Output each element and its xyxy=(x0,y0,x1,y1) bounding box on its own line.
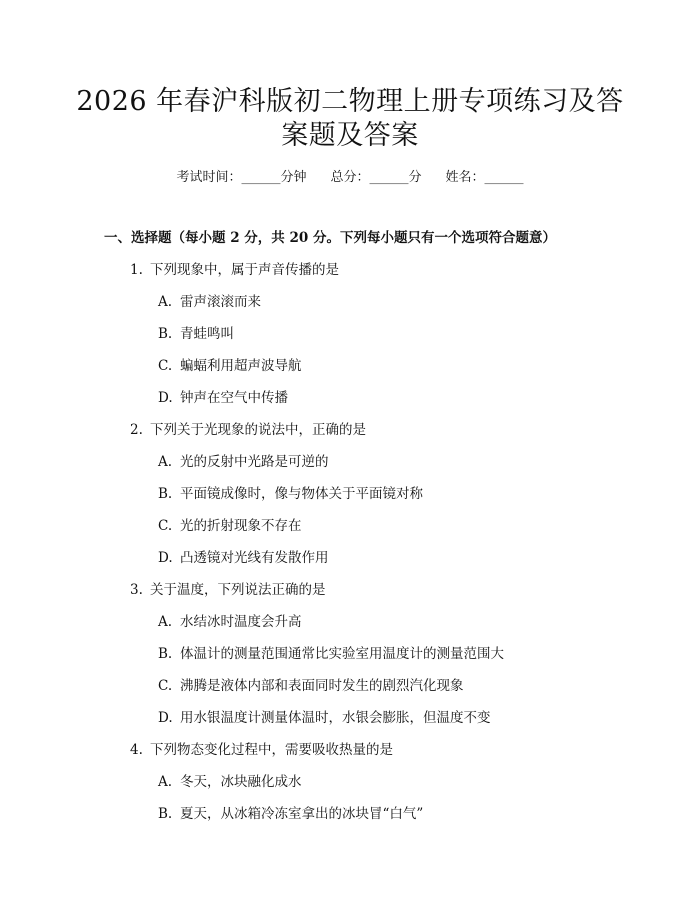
option-text: 雷声滚滚而来 xyxy=(180,294,261,310)
section-heading: 一、选择题（每小题 2 分，共 20 分。下列每小题只有一个选项符合题意） xyxy=(104,230,556,246)
question-2-option-a xyxy=(158,452,329,472)
option-letter: B. xyxy=(158,806,173,822)
option-text: 用水银温度计测量体温时，水银会膨胀，但温度不变 xyxy=(180,710,491,726)
question-text: 下列关于光现象的说法中，正确的是 xyxy=(150,422,366,438)
question-3-option-d xyxy=(158,708,491,728)
option-text: 钟声在空气中传播 xyxy=(180,390,288,406)
option-letter: C. xyxy=(158,518,173,534)
option-letter: B. xyxy=(158,326,173,342)
option-letter: D. xyxy=(158,710,173,726)
option-letter: B. xyxy=(158,486,173,502)
option-text: 夏天，从冰箱冷冻室拿出的冰块冒“白气” xyxy=(180,806,424,822)
option-letter: A. xyxy=(158,294,173,310)
question-1 xyxy=(130,260,339,280)
question-number: 2. xyxy=(130,422,143,438)
question-2-option-b xyxy=(158,484,423,504)
option-text: 水结冰时温度会升高 xyxy=(180,614,302,630)
option-text: 青蛙鸣叫 xyxy=(180,326,234,342)
exam-time: 考试时间：______分钟 xyxy=(176,170,307,185)
question-1-option-a xyxy=(158,292,261,312)
option-letter: C. xyxy=(158,678,173,694)
option-text: 蝙蝠利用超声波导航 xyxy=(180,358,302,374)
document-title-line-2: 案题及答案 xyxy=(281,120,419,151)
question-2 xyxy=(130,420,366,440)
question-text: 下列物态变化过程中，需要吸收热量的是 xyxy=(150,742,393,758)
option-text: 体温计的测量范围通常比实验室用温度计的测量范围大 xyxy=(180,646,504,662)
question-1-option-d xyxy=(158,388,288,408)
question-text: 下列现象中，属于声音传播的是 xyxy=(150,262,339,278)
option-letter: A. xyxy=(158,614,173,630)
option-text: 光的折射现象不存在 xyxy=(180,518,302,534)
exam-meta xyxy=(0,168,700,188)
option-letter: B. xyxy=(158,646,173,662)
question-2-option-c xyxy=(158,516,302,536)
option-text: 光的反射中光路是可逆的 xyxy=(180,454,329,470)
question-number: 4. xyxy=(130,742,143,758)
option-text: 冬天，冰块融化成水 xyxy=(180,774,302,790)
question-4 xyxy=(130,740,393,760)
option-letter: D. xyxy=(158,550,173,566)
option-letter: A. xyxy=(158,454,173,470)
question-3 xyxy=(130,580,326,600)
option-letter: D. xyxy=(158,390,173,406)
question-3-option-c xyxy=(158,676,464,696)
question-3-option-a xyxy=(158,612,302,632)
question-1-option-c xyxy=(158,356,302,376)
option-text: 凸透镜对光线有发散作用 xyxy=(180,550,329,566)
question-number: 1. xyxy=(130,262,143,278)
document-title-line-1: 2026 年春沪科版初二物理上册专项练习及答 xyxy=(76,86,624,117)
exam-total-score: 总分：______分 xyxy=(330,170,422,185)
question-4-option-b xyxy=(158,804,423,824)
question-3-option-b xyxy=(158,644,504,664)
option-text: 沸腾是液体内部和表面同时发生的剧烈汽化现象 xyxy=(180,678,464,694)
option-text: 平面镜成像时，像与物体关于平面镜对称 xyxy=(180,486,423,502)
question-4-option-a xyxy=(158,772,302,792)
student-name: 姓名：______ xyxy=(445,170,524,185)
option-letter: A. xyxy=(158,774,173,790)
question-text: 关于温度，下列说法正确的是 xyxy=(150,582,326,598)
question-1-option-b xyxy=(158,324,234,344)
question-2-option-d xyxy=(158,548,329,568)
question-number: 3. xyxy=(130,582,143,598)
option-letter: C. xyxy=(158,358,173,374)
